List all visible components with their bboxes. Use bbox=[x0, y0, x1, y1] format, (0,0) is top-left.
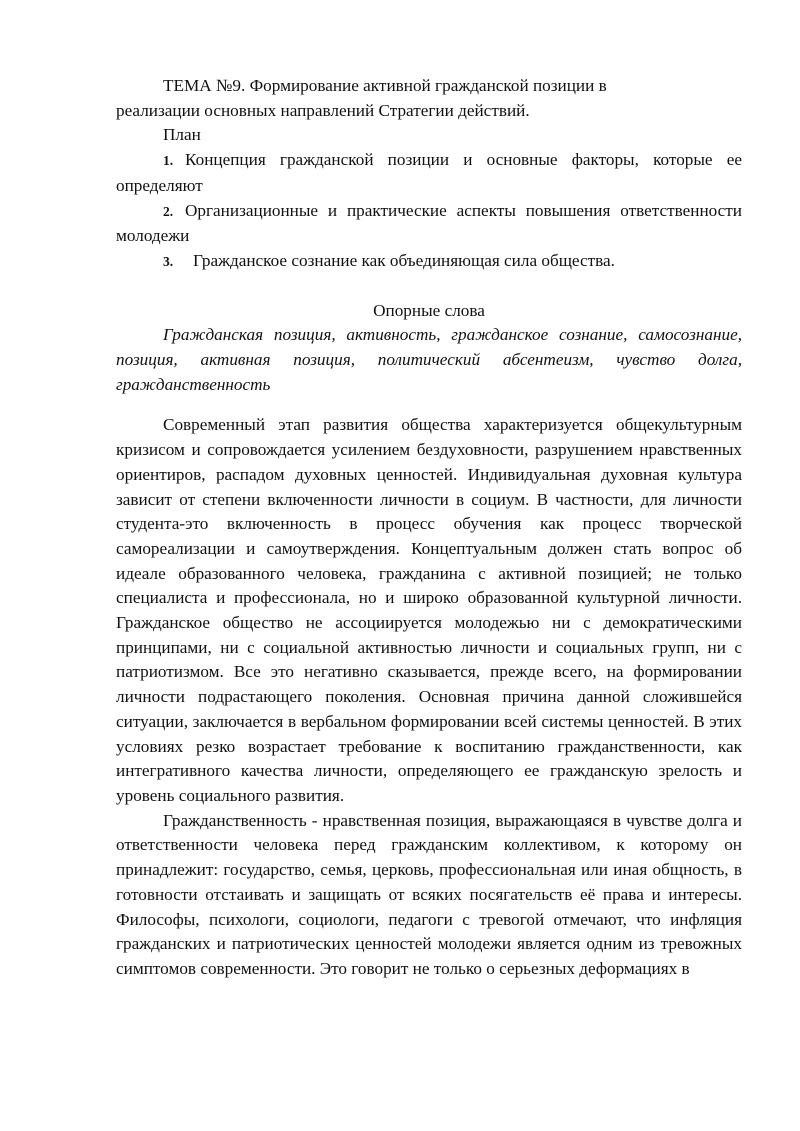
plan-item-text: Концепция гражданской позиции и основные факторы, которые ее определяют bbox=[116, 150, 742, 195]
body-paragraph: Гражданственность - нравственная позиция, выражающаяся в чувстве долга и ответственности человека перед гражданским коллективом, к которому он принадлежит: государство, семья, церковь, профессиональная или иная общность, в готовности отстаивать и защищать от всяких посягательств её права и интересы. Философы, психологи, социологи, педагоги с тревогой отмечают, что инфляция гражданских и патриотических ценностей молодежи является одним из тревожных симптомов современности. Это говорит не только о серьезных деформациях в bbox=[116, 810, 742, 978]
title-line-1: ТЕМА №9. Формирование активной гражданской позиции в bbox=[163, 76, 607, 95]
plan-item-number: 3. bbox=[163, 253, 174, 269]
keywords-list: Гражданская позиция, активность, гражданское сознание, самосознание, позиция, активная позиция, политический абсентеизм, чувство долга, гражданственность bbox=[116, 325, 742, 394]
plan-item-number: 2. bbox=[163, 203, 174, 219]
plan-item bbox=[116, 148, 742, 198]
plan-item bbox=[116, 249, 742, 275]
title-line-2: реализации основных направлений Стратегии действий. bbox=[116, 100, 530, 120]
plan-item-text: Организационные и практические аспекты повышения ответственности молодежи bbox=[116, 200, 742, 246]
keywords-heading: Опорные слова bbox=[373, 300, 485, 320]
plan-heading: План bbox=[163, 125, 201, 145]
plan-item-number: 1. bbox=[163, 153, 174, 169]
plan-item-text: Гражданское сознание как объединяющая сила общества. bbox=[193, 250, 615, 270]
body-paragraph: Современный этап развития общества характеризуется общекультурным кризисом и сопровождается усилением бездуховности, разрушением нравственных ориентиров, распадом духовных ценностей. Индивидуальная духовная культура зависит от степени включенности личности в социум. В частности, для личности студента-это включенность в процесс обучения как процесс творческой самореализации и самоутверждения. Концептуальным должен стать вопрос об идеале образованного человека, гражданина с активной позицией; не только специалиста и профессионала, но и широко образованной культурной личности. Гражданское общество не ассоциируется молодежью ни с демократическими принципами, ни с социальной активностью личности и социальных групп, ни с патриотизмом. Все это негативно сказывается, прежде всего, на формировании личности подрастающего поколения. Основная причина данной сложившейся ситуации, заключается в вербальном формировании всей системы ценностей. В этих условиях резко возрастает требование к воспитанию гражданственности, как интегративного качества личности, определяющего ее гражданскую зрелость и уровень социального развития. bbox=[116, 415, 742, 805]
plan-item bbox=[116, 199, 742, 249]
